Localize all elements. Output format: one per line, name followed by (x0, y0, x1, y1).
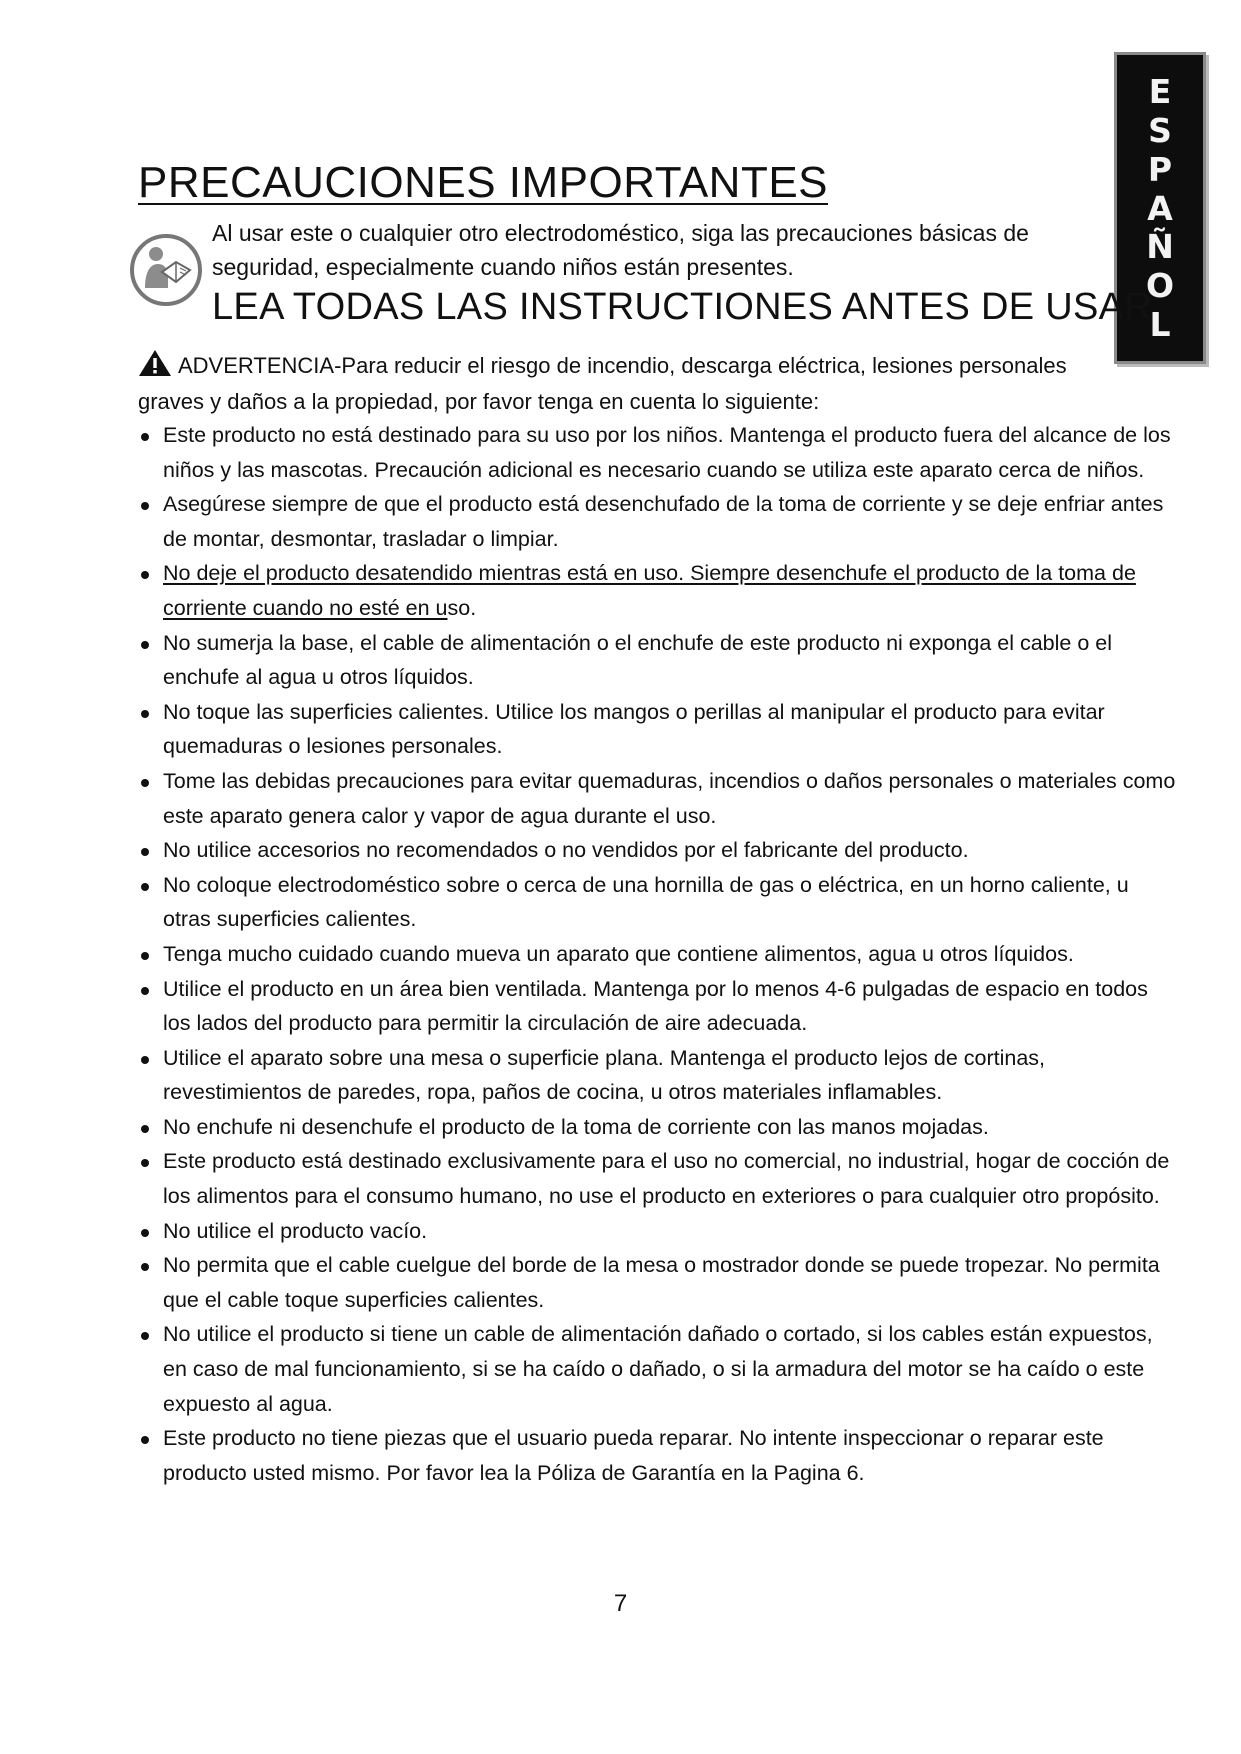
list-item-text: No utilice el producto vacío. (163, 1218, 428, 1243)
list-item-text: Utilice el producto en un área bien ventilada. Mantenga por lo menos 4-6 pulgadas de espacio en todos los lados del producto para permitir la circulación de aire adecuada. (163, 976, 1148, 1036)
list-item-text: No sumerja la base, el cable de alimentación o el enchufe de este producto ni exponga el cable o el enchufe al agua u otros líquidos. (163, 630, 1113, 690)
page-title: PRECAUCIONES IMPORTANTES (138, 158, 829, 207)
page-number: 7 (613, 1590, 628, 1617)
list-item (138, 1041, 1178, 1110)
list-item (138, 764, 1178, 833)
list-item (138, 695, 1178, 764)
language-tab-letter: O (1145, 266, 1175, 306)
list-item (138, 418, 1178, 487)
list-item (138, 1248, 1178, 1317)
list-item-text: No toque las superficies calientes. Utilice los mangos o perillas al manipular el producto para evitar quemaduras o lesiones personales. (163, 699, 1105, 759)
language-tab-letter: P (1147, 149, 1173, 189)
language-tab-letter: Ñ (1146, 227, 1174, 267)
language-tab-letter: S (1148, 110, 1172, 150)
warning-label: ADVERTENCIA- (178, 353, 342, 378)
warning-paragraph (138, 348, 1108, 420)
list-item (138, 626, 1178, 695)
list-item-text: No enchufe ni desenchufe el producto de la toma de corriente con las manos mojadas. (163, 1114, 989, 1139)
list-item (138, 1214, 1178, 1249)
warning-text: Para reducir el riesgo de incendio, descarga eléctrica, lesiones personales graves y daños a la propiedad, por favor tenga en cuenta lo siguiente: (138, 353, 1067, 414)
list-item-underlined-text: No deje el producto desatendido mientras está en uso. Siempre desenchufe el producto de la toma de corriente cuando no esté en u (163, 561, 1136, 620)
intro-paragraph: Al usar este o cualquier otro electrodoméstico, siga las precauciones básicas de seguridad, especialmente cuando niños están presentes. (212, 220, 1029, 280)
list-item (138, 972, 1178, 1041)
list-item (138, 556, 1178, 625)
list-item-text: Tome las debidas precauciones para evitar quemaduras, incendios o daños personales o materiales como este aparato genera calor y vapor de agua durante el uso. (163, 768, 1176, 828)
precautions-list (138, 418, 1178, 1490)
language-tab-letter: L (1149, 305, 1171, 345)
list-item-text: Este producto no está destinado para su uso por los niños. Mantenga el producto fuera del alcance de los niños y las mascotas. Precaución adicional es necesario cuando se utiliza este aparato cerca de niños. (163, 423, 1171, 482)
list-item (138, 487, 1178, 556)
instructions-heading: LEA TODAS LAS INSTRUCTIONES ANTES DE USAR (212, 286, 1153, 328)
language-tab-letter: A (1147, 188, 1173, 228)
list-item (138, 1317, 1178, 1421)
read-manual-icon (128, 232, 204, 308)
list-item-text: Tenga mucho cuidado cuando mueva un aparato que contiene alimentos, agua u otros líquidos. (163, 941, 1074, 966)
list-item-text: Asegúrese siempre de que el producto está desenchufado de la toma de corriente y se deje enfriar antes de montar, desmontar, trasladar o limpiar. (163, 492, 1164, 551)
list-item-text: Utilice el aparato sobre una mesa o superficie plana. Mantenga el producto lejos de cortinas, revestimientos de paredes, ropa, paños de cocina, u otros materiales inflamables. (163, 1045, 1046, 1105)
list-item (138, 1421, 1178, 1490)
list-item-text: No utilice el producto si tiene un cable de alimentación dañado o cortado, si los cables están expuestos, en caso de mal funcionamiento, si se ha caído o dañado, o si la armadura del motor se ha caído o este expuesto al agua. (163, 1322, 1153, 1416)
warning-icon (138, 349, 172, 377)
list-item-text: No permita que el cable cuelgue del borde de la mesa o mostrador donde se puede tropezar. No permita que el cable toque superficies calientes. (163, 1253, 1160, 1312)
list-item (138, 937, 1178, 972)
list-item-text: No utilice accesorios no recomendados o no vendidos por el fabricante del producto. (163, 838, 969, 863)
list-item (138, 833, 1178, 868)
list-item-text: Este producto está destinado exclusivamente para el uso no comercial, no industrial, hogar de cocción de los alimentos para el consumo humano, no use el producto en exteriores o para cualquier otro propósito. (163, 1149, 1170, 1209)
list-item-text: Este producto no tiene piezas que el usuario pueda reparar. No intente inspeccionar o reparar este producto usted mismo. Por favor lea la Póliza de Garantía en la Pagina 6. (163, 1426, 1104, 1485)
list-item (138, 868, 1178, 937)
list-item (138, 1144, 1178, 1213)
list-item-text: No coloque electrodoméstico sobre o cerca de una hornilla de gas o eléctrica, en un horno caliente, u otras superficies calientes. (163, 872, 1129, 932)
language-tab-letter: E (1148, 71, 1172, 111)
list-item-text: so. (447, 595, 477, 620)
list-item (138, 1110, 1178, 1145)
